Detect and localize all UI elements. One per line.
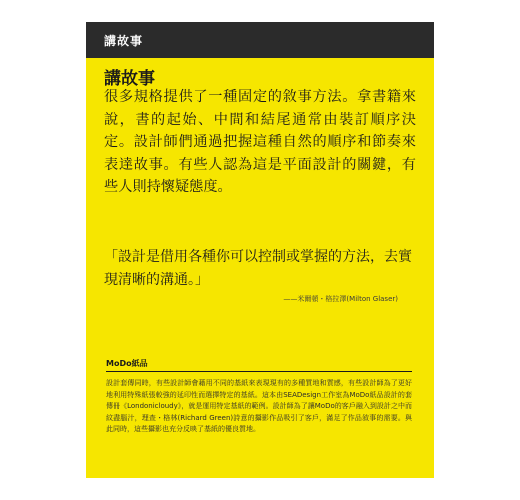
book-page	[86, 22, 434, 478]
sidebar-divider	[106, 371, 412, 372]
sidebar-body-text: 設計套傳同時，有些設計師會藉用不同的基紙來表現現有的多種質地和質感，有些設計師為了更好地利用特殊紙張較強的延印性而選擇特定的基紙。這本由SEADesign工作室為MoDo紙品設計的套傳冊《Londonicloudy》，就是運用特定基紙的範例。設計師為了讓MoDo的客戶融入到設計之中而紋盡腦汁，理查・格林(Richard Green)詩意的攝影作品吸引了客戶，滿足了作品敘事的需要。與此同時，這些攝影也充分反映了基紙的優良質地。	[106, 379, 412, 433]
sidebar-title: MoDo紙品	[106, 359, 148, 368]
quote-attribution: ——米爾頓・格拉澤(Milton Glaser)	[283, 295, 398, 303]
pull-quote: 「設計是借用各種你可以控制或掌握的方法，去實現清晰的溝通。」	[104, 249, 412, 288]
main-body-text: 很多規格提供了一種固定的敘事方法。拿書籍來說，書的起始、中間和結尾通常由裝訂順序決定。設計師們通過把握這種自然的順序和節奏來表達故事。有些人認為這是平面設計的關鍵，有些人則持懷疑態度。	[104, 89, 416, 195]
header-label: 講故事	[104, 34, 144, 48]
page-title: 講故事	[104, 69, 155, 89]
header-bar	[86, 22, 434, 58]
